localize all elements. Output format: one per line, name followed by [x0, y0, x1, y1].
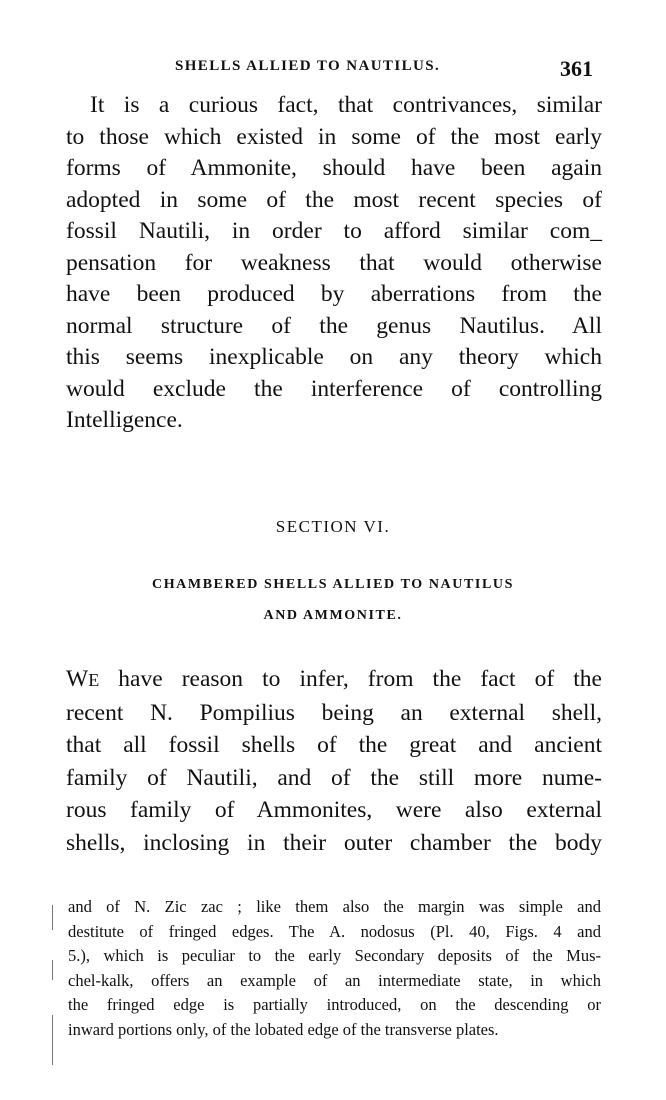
text-line: fossil Nautili, in order to afford similar com_ [66, 218, 602, 244]
initial-small-caps: E [88, 670, 100, 690]
text-line: shells, inclosing in their outer chamber the body [66, 829, 602, 856]
text-line: adopted in some of the most recent species of [66, 186, 602, 213]
section-title: SECTION VI. [275, 517, 391, 536]
text-line: rous family of Ammonites, were also external [66, 797, 602, 823]
footnote-line: 5.), which is peculiar to the early Secondary deposits of the Mus- [68, 946, 601, 965]
footnote-line: and of N. Zic zac ; like them also the margin was simple and [68, 897, 601, 916]
text-line: to those which existed in some of the most early [66, 123, 602, 150]
paragraph-1 [66, 90, 602, 437]
running-head [0, 56, 666, 84]
margin-mark [52, 960, 53, 980]
margin-mark [52, 905, 53, 930]
text-line: It is a curious fact, that contrivances, similar [90, 92, 602, 118]
text-line: would exclude the interference of controlling [66, 375, 602, 402]
initial-letter: W [66, 666, 89, 692]
footnote [68, 895, 601, 1042]
first-line-rest: have reason to infer, from the fact of the [99, 666, 602, 692]
text-line: that all fossil shells of the great and ancient [66, 732, 602, 758]
running-title: SHELLS ALLIED TO NAUTILUS. [175, 58, 441, 74]
page-number: 361 [560, 56, 593, 81]
section-subtitle-line-1: CHAMBERED SHELLS ALLIED TO NAUTILUS [151, 577, 515, 592]
text-line: have been produced by aberrations from the [66, 281, 602, 307]
text-line: recent N. Pompilius being an external shell, [66, 699, 602, 726]
margin-mark [52, 1015, 53, 1065]
text-line: this seems inexplicable on any theory which [66, 344, 602, 370]
footnote-line: the fringed edge is partially introduced, on the descending or [68, 995, 601, 1014]
text-line: Intelligence. [66, 407, 183, 433]
text-line: forms of Ammonite, should have been again [66, 155, 602, 181]
text-line: pensation for weakness that would otherwise [66, 249, 602, 276]
text-line: family of Nautili, and of the still more nume- [66, 764, 602, 791]
footnote-line: chel-kalk, offers an example of an intermediate state, in which [68, 970, 601, 990]
footnote-line: inward portions only, of the lobated edge of the transverse plates. [68, 1019, 499, 1039]
section-subtitle-line-2: AND AMMONITE. [263, 608, 403, 623]
text-line: normal structure of the genus Nautilus. All [66, 312, 602, 339]
paragraph-2 [66, 663, 602, 859]
text-line-first [66, 663, 602, 697]
footnote-line: destitute of fringed edges. The A. nodosus (Pl. 40, Figs. 4 and [68, 921, 601, 941]
